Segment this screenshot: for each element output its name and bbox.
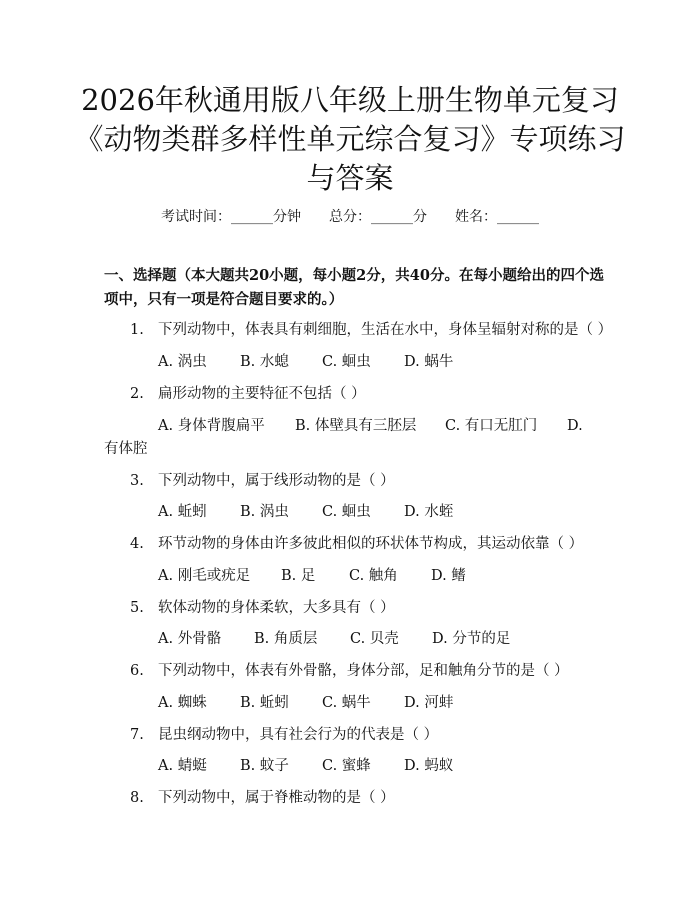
question-number: 1. [130,322,144,338]
option-c: C. 蜜蜂 [322,758,371,774]
question-6 [130,659,569,680]
section-heading: 一、选择题（本大题共20小题，每小题2分，共40分。在每小题给出的四个选项中，只有一项是符合题目要求的。） [104,267,604,308]
option-c: C. 蜗牛 [322,695,371,711]
question-1 [130,318,612,339]
question-2-options [158,414,583,435]
question-text: 软体动物的身体柔软，大多具有（ ） [158,600,395,616]
option-d: D. [567,418,583,434]
question-number: 2. [130,386,144,402]
option-b: B. 体壁具有三胚层 [295,418,417,434]
option-b: B. 足 [281,568,316,584]
question-8 [130,786,395,807]
student-name: 姓名：______ [455,209,539,225]
option-b: B. 水螅 [240,354,289,370]
question-number: 7. [130,727,144,743]
title-line-2: 《动物类群多样性单元综合复习》专项练习 [74,122,626,156]
question-2 [130,382,366,403]
question-5 [130,596,395,617]
option-c: C. 蛔虫 [322,504,371,520]
option-d: D. 分节的足 [432,631,511,647]
question-text: 昆虫纲动物中，具有社会行为的代表是（ ） [158,727,439,743]
question-5-options [158,627,510,648]
option-d: D. 河蚌 [404,695,454,711]
option-a: A. 蜻蜓 [158,758,207,774]
question-3-options [158,500,453,521]
question-number: 5. [130,600,144,616]
option-d: D. 蜗牛 [404,354,454,370]
question-text: 下列动物中，体表具有刺细胞，生活在水中，身体呈辐射对称的是（ ） [158,322,613,338]
option-c: C. 贝壳 [350,631,399,647]
question-number: 3. [130,473,144,489]
question-1-options [158,350,453,371]
option-d: D. 蚂蚁 [404,758,454,774]
option-a: A. 蚯蚓 [158,504,207,520]
question-text: 下列动物中，属于线形动物的是（ ） [158,473,395,489]
question-text: 环节动物的身体由许多彼此相似的环状体节构成，其运动依靠（ ） [158,536,584,552]
question-7 [130,723,438,744]
option-d-text: 有体腔 [104,441,148,457]
question-4-options [158,564,466,585]
option-c: C. 有口无肛门 [445,418,538,434]
question-6-options [158,691,453,712]
question-7-options [158,754,453,775]
title-line-3: 与答案 [306,161,394,195]
title-line-1: 2026年秋通用版八年级上册生物单元复习 [81,83,619,117]
total-score: 总分：______分 [329,209,427,225]
option-b: B. 蚯蚓 [240,695,289,711]
question-text: 下列动物中，体表有外骨骼，身体分部，足和触角分节的是（ ） [158,663,569,679]
question-text: 下列动物中，属于脊椎动物的是（ ） [158,790,395,806]
option-b: B. 蚊子 [240,758,289,774]
option-b: B. 涡虫 [240,504,289,520]
option-a: A. 刚毛或疣足 [158,568,251,584]
option-d: D. 水蛭 [404,504,454,520]
question-number: 4. [130,536,144,552]
option-b: B. 角质层 [254,631,318,647]
option-a: A. 涡虫 [158,354,207,370]
option-a: A. 身体背腹扁平 [158,418,265,434]
question-number: 6. [130,663,144,679]
question-text: 扁形动物的主要特征不包括（ ） [158,386,366,402]
question-3 [130,469,395,490]
option-d: D. 鳍 [431,568,466,584]
question-4 [130,532,583,553]
option-a: A. 外骨骼 [158,631,222,647]
question-number: 8. [130,790,144,806]
exam-time: 考试时间：______分钟 [161,209,301,225]
option-c: C. 触角 [349,568,398,584]
option-c: C. 蛔虫 [322,354,371,370]
option-a: A. 蜘蛛 [158,695,207,711]
exam-info [0,206,700,226]
